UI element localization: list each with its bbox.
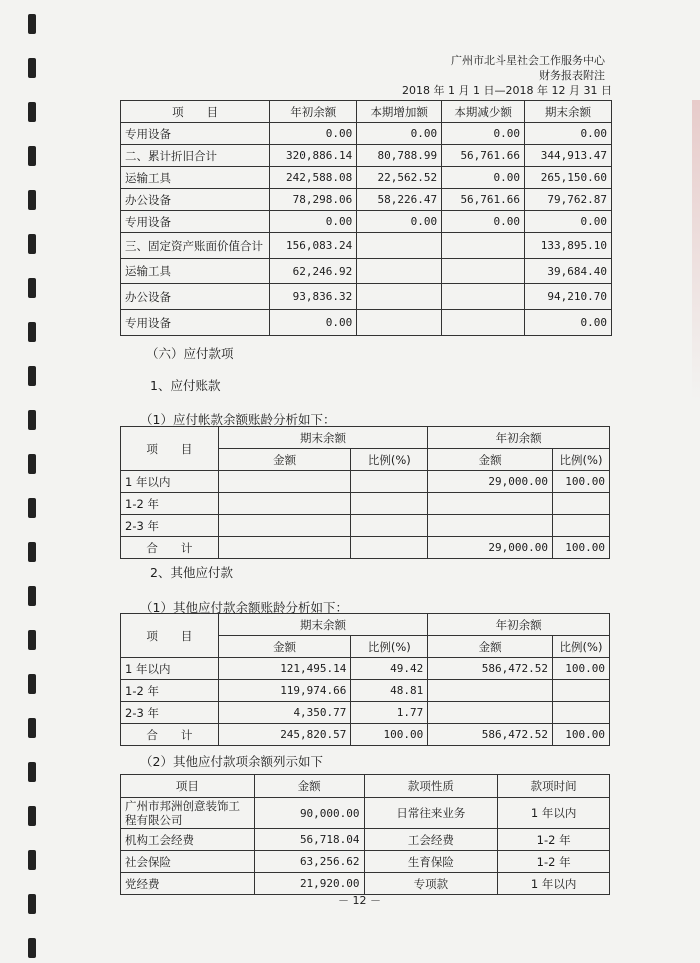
table-row <box>121 658 610 680</box>
cell: 344,913.47 <box>525 145 612 167</box>
cell: 0.00 <box>442 123 525 145</box>
binder-ring <box>28 630 36 650</box>
cell: 586,472.52 <box>428 658 553 680</box>
binder-ring <box>28 674 36 694</box>
cell <box>357 310 442 336</box>
cell: 0.00 <box>357 123 442 145</box>
binder-ring <box>28 938 36 958</box>
col-header: 金额 <box>218 636 351 658</box>
cell: 1 年以内 <box>498 798 610 829</box>
cell <box>553 680 610 702</box>
col-header: 本期减少额 <box>442 101 525 123</box>
cell <box>553 702 610 724</box>
cell: 专用设备 <box>121 310 270 336</box>
binder-ring <box>28 454 36 474</box>
col-header: 期末余额 <box>218 614 428 636</box>
cell: 133,895.10 <box>525 233 612 259</box>
header-org: 广州市北斗星社会工作服务中心 <box>451 54 605 67</box>
cell: 80,788.99 <box>357 145 442 167</box>
cell: 合 计 <box>121 537 219 559</box>
cell <box>442 284 525 310</box>
col-header: 期末余额 <box>218 427 427 449</box>
cell: 242,588.08 <box>270 167 357 189</box>
table-row <box>121 310 612 336</box>
stamp-bleed <box>692 100 700 400</box>
table-row <box>121 145 612 167</box>
cell <box>553 493 610 515</box>
col-header: 本期增加额 <box>357 101 442 123</box>
binder-ring <box>28 146 36 166</box>
other-payable-detail-table <box>120 774 610 895</box>
cell: 0.00 <box>442 211 525 233</box>
binder-ring <box>28 894 36 914</box>
table-header-row <box>121 101 612 123</box>
table-row <box>121 284 612 310</box>
cell: 265,150.60 <box>525 167 612 189</box>
cell: 58,226.47 <box>357 189 442 211</box>
cell: 22,562.52 <box>357 167 442 189</box>
cell: 0.00 <box>525 123 612 145</box>
binder-ring <box>28 322 36 342</box>
table-row <box>121 471 610 493</box>
cell: 63,256.62 <box>254 851 364 873</box>
section-heading: （1）其他应付款余额账龄分析如下： <box>140 600 348 615</box>
cell: 29,000.00 <box>428 471 553 493</box>
cell: 工会经费 <box>364 829 498 851</box>
table-row <box>121 189 612 211</box>
cell: 合 计 <box>121 724 219 746</box>
cell <box>428 493 553 515</box>
table-header-row <box>121 427 610 449</box>
cell: 56,718.04 <box>254 829 364 851</box>
cell: 245,820.57 <box>218 724 351 746</box>
binder-ring <box>28 850 36 870</box>
binder-ring <box>28 718 36 738</box>
cell: 56,761.66 <box>442 189 525 211</box>
binder-ring <box>28 278 36 298</box>
col-header: 年初余额 <box>270 101 357 123</box>
section-heading: 1、应付账款 <box>150 378 221 393</box>
cell: 62,246.92 <box>270 259 357 284</box>
cell <box>351 493 428 515</box>
cell: 机构工会经费 <box>121 829 255 851</box>
header-period: 2018 年 1 月 1 日—2018 年 12 月 31 日 <box>402 84 612 97</box>
fixed-asset-table <box>120 100 612 336</box>
cell: 办公设备 <box>121 284 270 310</box>
binder-ring <box>28 762 36 782</box>
cell: 121,495.14 <box>218 658 351 680</box>
cell: 党经费 <box>121 873 255 895</box>
cell: 专项款 <box>364 873 498 895</box>
col-header: 比例(%) <box>553 449 610 471</box>
cell: 94,210.70 <box>525 284 612 310</box>
cell <box>428 515 553 537</box>
cell: 日常往来业务 <box>364 798 498 829</box>
binder-ring <box>28 102 36 122</box>
section-heading: （1）应付帐款余额账龄分析如下： <box>140 412 336 427</box>
cell <box>351 515 428 537</box>
table-row <box>121 798 610 829</box>
table-row <box>121 259 612 284</box>
cell: 119,974.66 <box>218 680 351 702</box>
cell: 1-2 年 <box>121 493 219 515</box>
cell <box>357 259 442 284</box>
binder-ring <box>28 366 36 386</box>
col-header: 金额 <box>218 449 351 471</box>
cell: 2-3 年 <box>121 702 219 724</box>
cell: 100.00 <box>553 658 610 680</box>
col-header: 项目 <box>121 775 255 798</box>
cell: 生育保险 <box>364 851 498 873</box>
table-row <box>121 702 610 724</box>
cell: 90,000.00 <box>254 798 364 829</box>
table-total-row <box>121 724 610 746</box>
table-row <box>121 851 610 873</box>
cell: 21,920.00 <box>254 873 364 895</box>
cell <box>442 233 525 259</box>
cell: 1 年以内 <box>121 658 219 680</box>
cell: 39,684.40 <box>525 259 612 284</box>
cell: 4,350.77 <box>218 702 351 724</box>
col-header: 款项时间 <box>498 775 610 798</box>
binder-ring <box>28 190 36 210</box>
cell: 2-3 年 <box>121 515 219 537</box>
col-header: 年初余额 <box>428 427 610 449</box>
section-heading: （六）应付款项 <box>146 346 234 361</box>
cell: 社会保险 <box>121 851 255 873</box>
section-heading: 2、其他应付款 <box>150 565 233 580</box>
cell: 100.00 <box>351 724 428 746</box>
cell: 运输工具 <box>121 259 270 284</box>
col-header: 比例(%) <box>351 636 428 658</box>
cell <box>428 680 553 702</box>
section-heading: （2）其他应付款项余额列示如下 <box>140 754 323 769</box>
cell: 586,472.52 <box>428 724 553 746</box>
cell <box>357 284 442 310</box>
cell <box>218 515 351 537</box>
table-row <box>121 233 612 259</box>
col-header: 金额 <box>428 636 553 658</box>
other-payable-aging-table <box>120 613 610 746</box>
binder-ring <box>28 410 36 430</box>
cell <box>442 259 525 284</box>
binder-ring <box>28 498 36 518</box>
binder-ring <box>28 542 36 562</box>
col-header: 项 目 <box>121 614 219 658</box>
col-header: 期末余额 <box>525 101 612 123</box>
cell: 0.00 <box>270 310 357 336</box>
cell: 0.00 <box>442 167 525 189</box>
cell: 广州市邦洲创意装饰工程有限公司 <box>121 798 255 829</box>
binder-ring <box>28 586 36 606</box>
table-header-row <box>121 775 610 798</box>
cell: 1 年以内 <box>498 873 610 895</box>
col-header: 比例(%) <box>351 449 428 471</box>
binder-ring <box>28 14 36 34</box>
cell: 专用设备 <box>121 123 270 145</box>
table-row <box>121 515 610 537</box>
cell <box>351 471 428 493</box>
header-doc: 财务报表附注 <box>539 69 605 82</box>
col-header: 金额 <box>254 775 364 798</box>
cell <box>357 233 442 259</box>
binder-ring <box>28 58 36 78</box>
payable-aging-table <box>120 426 610 559</box>
cell: 79,762.87 <box>525 189 612 211</box>
cell: 1-2 年 <box>121 680 219 702</box>
binder-ring <box>28 234 36 254</box>
col-header: 年初余额 <box>428 614 610 636</box>
cell: 0.00 <box>357 211 442 233</box>
cell: 二、累计折旧合计 <box>121 145 270 167</box>
col-header: 项 目 <box>121 427 219 471</box>
cell: 1-2 年 <box>498 851 610 873</box>
cell: 办公设备 <box>121 189 270 211</box>
cell: 100.00 <box>553 471 610 493</box>
table-total-row <box>121 537 610 559</box>
table-row <box>121 493 610 515</box>
cell: 0.00 <box>525 211 612 233</box>
col-header: 项 目 <box>121 101 270 123</box>
table-row <box>121 680 610 702</box>
col-header: 比例(%) <box>553 636 610 658</box>
table-row <box>121 829 610 851</box>
cell: 156,083.24 <box>270 233 357 259</box>
cell: 93,836.32 <box>270 284 357 310</box>
cell: 1-2 年 <box>498 829 610 851</box>
table-row <box>121 123 612 145</box>
cell <box>442 310 525 336</box>
cell: 1.77 <box>351 702 428 724</box>
cell: 29,000.00 <box>428 537 553 559</box>
cell: 运输工具 <box>121 167 270 189</box>
cell <box>218 471 351 493</box>
page-number: － 12 － <box>338 894 381 907</box>
cell: 1 年以内 <box>121 471 219 493</box>
cell <box>218 493 351 515</box>
col-header: 款项性质 <box>364 775 498 798</box>
table-row <box>121 167 612 189</box>
cell <box>351 537 428 559</box>
cell <box>218 537 351 559</box>
cell: 320,886.14 <box>270 145 357 167</box>
cell: 49.42 <box>351 658 428 680</box>
cell: 0.00 <box>270 211 357 233</box>
cell <box>553 515 610 537</box>
cell: 100.00 <box>553 537 610 559</box>
cell <box>428 702 553 724</box>
table-header-row <box>121 614 610 636</box>
cell: 专用设备 <box>121 211 270 233</box>
table-row <box>121 211 612 233</box>
cell: 78,298.06 <box>270 189 357 211</box>
cell: 48.81 <box>351 680 428 702</box>
cell: 三、固定资产账面价值合计 <box>121 233 270 259</box>
col-header: 金额 <box>428 449 553 471</box>
cell: 0.00 <box>525 310 612 336</box>
binder-ring <box>28 806 36 826</box>
cell: 0.00 <box>270 123 357 145</box>
binder-spine <box>0 0 46 963</box>
cell: 56,761.66 <box>442 145 525 167</box>
cell: 100.00 <box>553 724 610 746</box>
